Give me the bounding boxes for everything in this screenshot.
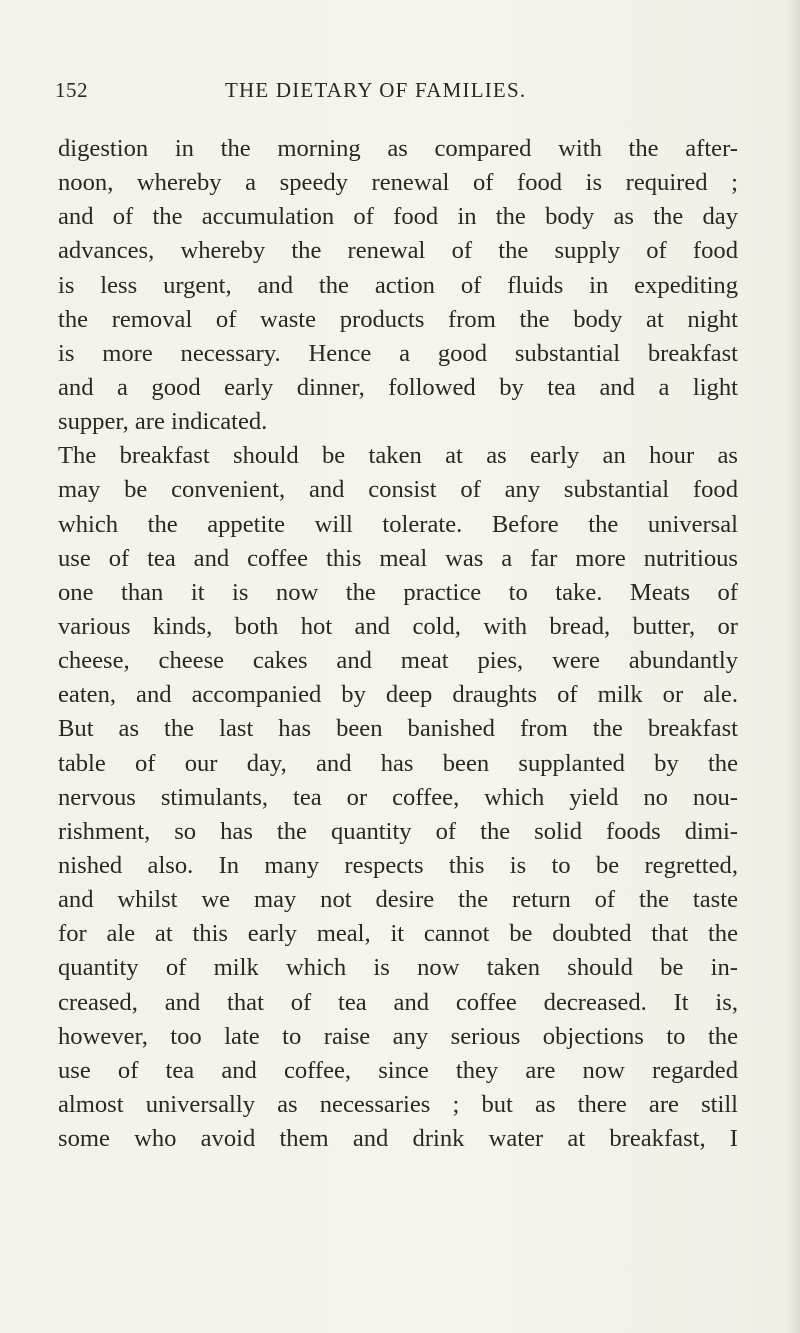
page-edge-shadow [786,0,800,1333]
running-head: THE DIETARY OF FAMILIES. [225,78,527,102]
text-line: rishment, so has the quantity of the solid foods dimi- [58,817,738,845]
text-line: digestion in the morning as compared with the after- [58,135,738,162]
text-line: quantity of milk which is now taken should be in- [58,954,738,982]
text-line: advances, whereby the renewal of the supply of food [58,237,738,265]
text-line: almost universally as necessaries ; but as there are still [58,1090,738,1118]
text-line: which the appetite will tolerate. Before the universal [58,510,738,538]
text-line: use of tea and coffee this meal was a far more nutritious [58,544,738,572]
text-line: cheese, cheese cakes and meat pies, were abundantly [58,647,738,675]
text-line: various kinds, both hot and cold, with bread, butter, or [58,612,738,640]
page-header [55,78,755,108]
text-line: and of the accumulation of food in the body as the day [58,203,738,231]
text-line: The breakfast should be taken at as early an hour as [58,442,738,470]
text-line: for ale at this early meal, it cannot be doubted that the [58,920,738,948]
text-line: however, too late to raise any serious objections to the [58,1022,738,1050]
page-number: 152 [55,78,88,102]
text-line: nervous stimulants, tea or coffee, which yield no nou- [58,783,738,811]
text-line: use of tea and coffee, since they are now regarded [58,1056,738,1084]
text-line: one than it is now the practice to take. Meats of [58,578,738,606]
text-line: creased, and that of tea and coffee decreased. It is, [58,988,738,1016]
text-line: noon, whereby a speedy renewal of food is required ; [58,169,738,197]
text-line: nished also. In many respects this is to be regretted, [58,851,738,879]
text-line: and whilst we may not desire the return of the taste [58,886,738,914]
text-line: is less urgent, and the action of fluids in expediting [58,271,738,299]
text-line: supper, are indicated. [58,408,268,436]
text-line: eaten, and accompanied by deep draughts of milk or ale. [58,681,738,709]
text-line: the removal of waste products from the body at night [58,305,738,333]
body-text [58,132,738,1156]
text-line: table of our day, and has been supplanted by the [58,749,738,777]
text-line: some who avoid them and drink water at breakfast, I [58,1125,738,1153]
text-line: is more necessary. Hence a good substantial breakfast [58,339,738,367]
text-line: But as the last has been banished from the breakfast [58,715,738,743]
text-line: and a good early dinner, followed by tea and a light [58,373,738,401]
text-line: may be convenient, and consist of any substantial food [58,476,738,504]
